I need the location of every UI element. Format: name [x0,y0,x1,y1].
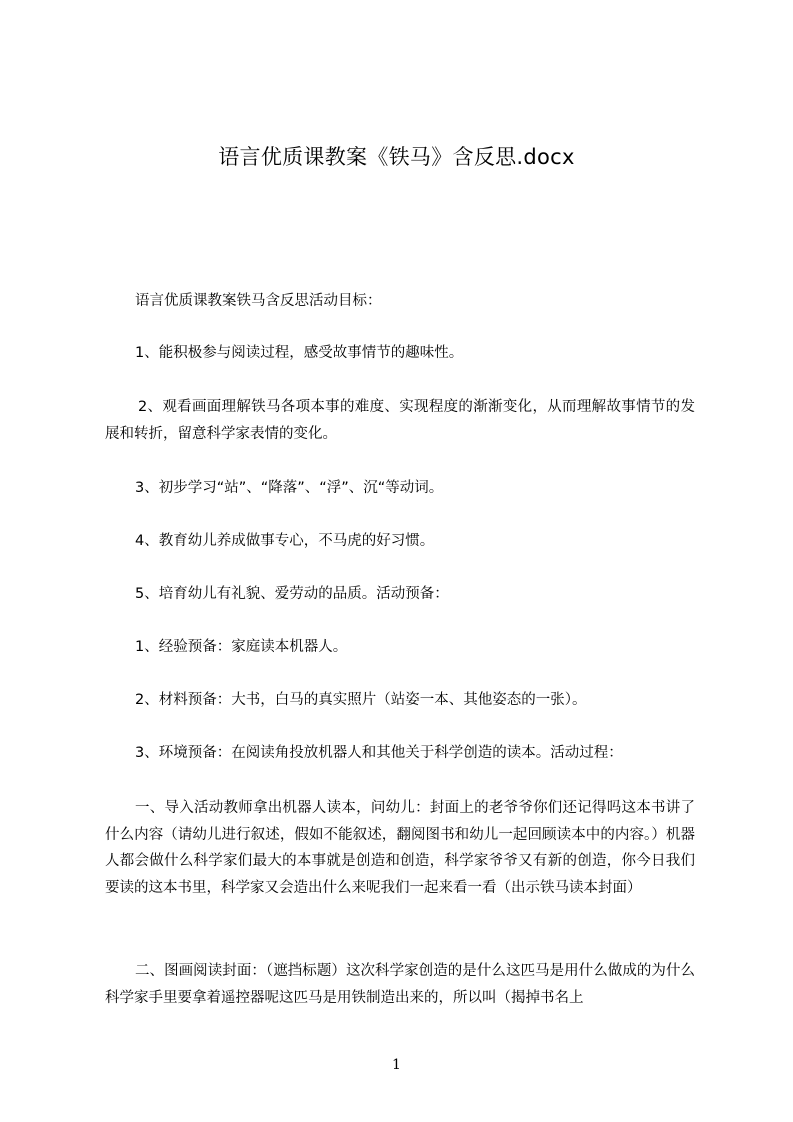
paragraph-prep-2: 2、材料预备：大书，白马的真实照片（站姿一本、其他姿态的一张）。 [135,692,587,708]
paragraph-goal-2: 2、观看画面理解铁马各项本事的难度、实现程度的渐渐变化，从而理解故事情节的发展和转折，留意科学家表情的变化。 [105,399,695,442]
page-number: 1 [392,1057,401,1073]
paragraph-process-2: 二、图画阅读封面：（遮挡标题）这次科学家创造的是什么这匹马是用什么做成的为什么科学家手里要拿着遥控器呢这匹马是用铁制造出来的，所以叫（揭掉书名上 [105,963,695,1006]
paragraph-intro: 语言优质课教案铁马含反思活动目标： [135,293,382,309]
paragraph-goal-4: 4、教育幼儿养成做事专心，不马虎的好习惯。 [135,533,435,549]
paragraph-goal-3: 3、初步学习“站”、“降落”、“浮”、沉“等动词。 [135,480,444,496]
document-title: 语言优质课教案《铁马》含反思.docx [218,145,575,169]
paragraph-prep-1: 1、经验预备：家庭读本机器人。 [135,639,348,655]
paragraph-goal-1: 1、能积极参与阅读过程，感受故事情节的趣味性。 [135,345,464,361]
paragraph-goal-5: 5、培育幼儿有礼貌、爱劳动的品质。活动预备： [135,586,449,602]
paragraph-prep-3: 3、环境预备：在阅读角投放机器人和其他关于科学创造的读本。活动过程： [135,745,623,761]
paragraph-process-1: 一、导入活动教师拿出机器人读本，问幼儿：封面上的老爷爷你们还记得吗这本书讲了什么内容（请幼儿进行叙述，假如不能叙述，翻阅图书和幼儿一起回顾读本中的内容。）机器人都会做什么科学家们最大的本事就是创造和创造，科学家爷爷又有新的创造，你今日我们要读的这本书里，科学家又会造出什么来呢我们一起来看一看（出示铁马读本封面） [105,800,695,896]
